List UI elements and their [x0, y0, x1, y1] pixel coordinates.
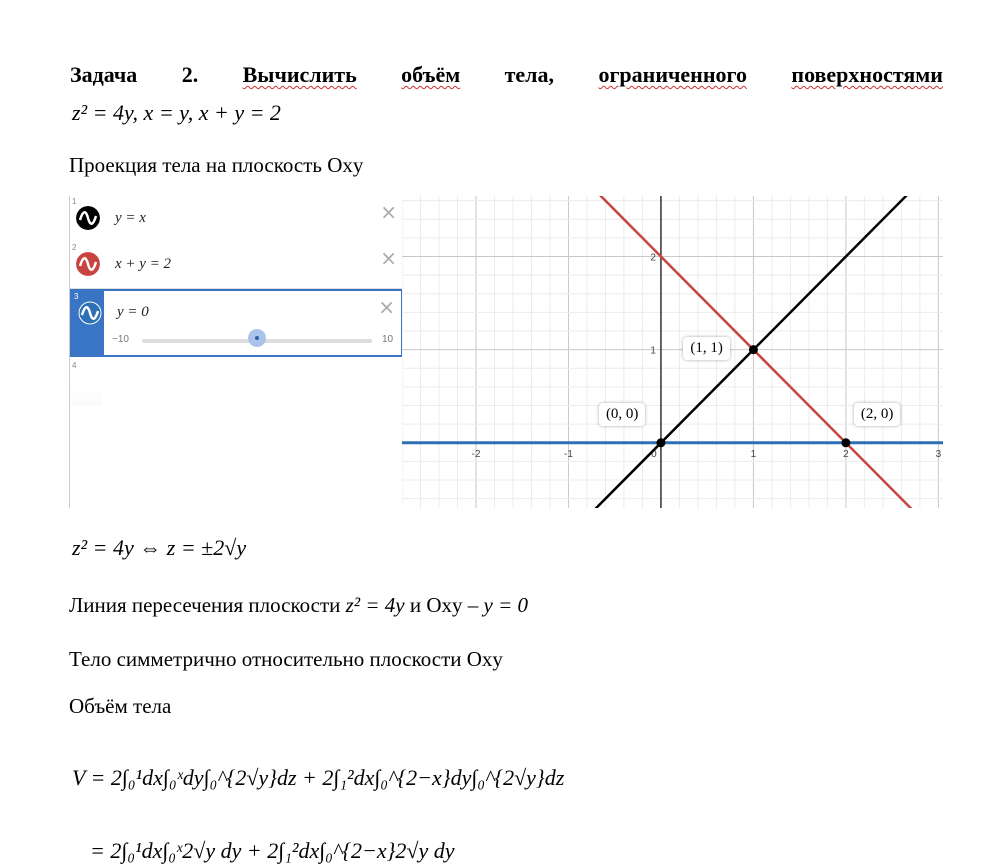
next-formula: = 2∫₀¹dx∫₀ˣ2√y dy + 2∫₁²dx∫₀^{2−x}2√y dy	[90, 838, 455, 863]
x-tick-label: 1	[750, 448, 757, 460]
expression-row-2[interactable]	[70, 242, 403, 289]
surfaces-formula: z² = 4y, x = y, x + y = 2	[72, 100, 281, 125]
task-title	[70, 62, 943, 88]
title-word: поверхностями	[791, 62, 943, 87]
graph-wave-icon[interactable]	[76, 252, 100, 276]
expression-row-3[interactable]	[70, 289, 403, 357]
point-label[interactable]: (2, 0)	[854, 403, 901, 426]
expression-index: 2	[72, 243, 77, 252]
intersection-line	[69, 593, 528, 618]
point-labels	[402, 196, 943, 508]
slider-max: 10	[382, 334, 394, 345]
expression-row-1[interactable]	[70, 196, 403, 243]
symmetry-text: Тело симметрично относительно плоскости Oxy	[69, 647, 503, 671]
expression-latex[interactable]: y = x	[115, 210, 146, 226]
slider-min: −10	[112, 334, 129, 345]
title-word: Задача	[70, 62, 138, 87]
equivalence-formula: z² = 4y ⇔ z = ±2√y	[72, 535, 247, 560]
intersection-result: y = 0	[483, 593, 528, 617]
title-word: объём	[401, 62, 461, 87]
y-tick-label: 1	[650, 345, 656, 357]
point-label[interactable]: (1, 1)	[683, 337, 730, 360]
close-icon[interactable]: ×	[380, 246, 397, 270]
graph-wave-icon[interactable]	[76, 206, 100, 230]
x-tick-label: -1	[564, 448, 573, 460]
volume-label: Объём тела	[69, 694, 172, 718]
close-icon[interactable]: ×	[380, 200, 397, 224]
volume-formula: V = 2∫₀¹dx∫₀ˣdy∫₀^{2√y}dz + 2∫₁²dx∫₀^{2−x}dy∫₀^{2√y}dz	[72, 765, 565, 790]
close-icon[interactable]: ×	[378, 295, 395, 319]
title-word: тела,	[504, 62, 555, 87]
x-tick-label: 3	[935, 448, 942, 460]
y-tick-label: 2	[650, 252, 656, 264]
expression-index: 1	[72, 197, 77, 206]
title-word: 2.	[181, 62, 199, 87]
projection-caption: Проекция тела на плоскость Oxy	[69, 153, 364, 177]
x-tick-label: 2	[843, 448, 849, 460]
slider-knob[interactable]	[248, 329, 266, 347]
title-word: Вычислить	[242, 62, 357, 87]
x-tick-label: -2	[471, 448, 481, 460]
expression-panel	[69, 196, 403, 508]
title-word: ограниченного	[598, 62, 747, 87]
point-label[interactable]: (0, 0)	[599, 403, 646, 426]
intersection-formula: z² = 4y	[345, 593, 405, 617]
x-tick-label: 0	[651, 448, 657, 460]
expression-index: 3	[74, 292, 79, 301]
expression-latex[interactable]: x + y = 2	[115, 256, 172, 272]
expression-latex[interactable]: y = 0	[117, 304, 149, 320]
graph-wave-icon[interactable]	[78, 301, 102, 325]
intersection-text: Линия пересечения плоскости	[69, 593, 341, 617]
intersection-and: и Oxy –	[409, 593, 479, 617]
expression-index: 4	[72, 361, 77, 370]
